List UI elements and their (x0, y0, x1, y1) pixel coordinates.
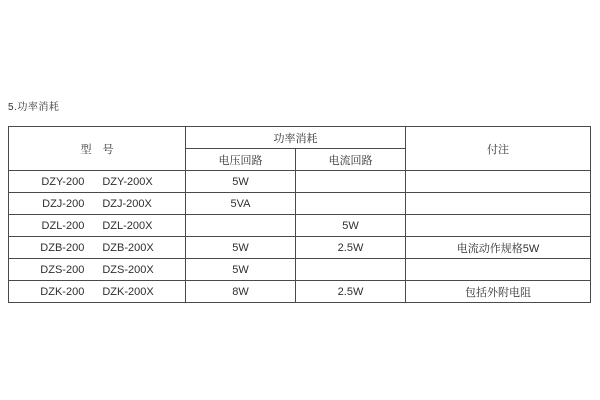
current-cell: 2.5W (296, 237, 406, 259)
col-header-voltage-circuit: 电压回路 (186, 149, 296, 171)
model-name-x: DZS-200X (102, 263, 154, 276)
current-cell (296, 193, 406, 215)
voltage-cell: 5VA (186, 193, 296, 215)
col-header-notes: 付注 (406, 127, 591, 171)
note-cell (406, 193, 591, 215)
model-name: DZS-200 (40, 263, 85, 276)
header-row-1 (9, 127, 591, 149)
voltage-cell: 8W (186, 281, 296, 303)
note-cell: 包括外附电阻 (406, 281, 591, 303)
model-cell (9, 237, 186, 259)
table-row (9, 215, 591, 237)
table-row (9, 171, 591, 193)
current-cell (296, 259, 406, 281)
note-cell: 电流动作规格5W (406, 237, 591, 259)
model-name: DZL-200 (41, 219, 85, 232)
model-name: DZY-200 (41, 175, 85, 188)
current-cell: 2.5W (296, 281, 406, 303)
model-name-x: DZB-200X (102, 241, 154, 254)
model-cell (9, 215, 186, 237)
table-row (9, 259, 591, 281)
model-cell (9, 281, 186, 303)
table-row (9, 237, 591, 259)
voltage-cell: 5W (186, 171, 296, 193)
model-name: DZK-200 (40, 285, 85, 298)
power-consumption-table (8, 126, 591, 303)
note-cell (406, 215, 591, 237)
model-name: DZJ-200 (42, 197, 85, 210)
note-cell (406, 171, 591, 193)
voltage-cell: 5W (186, 259, 296, 281)
table-row (9, 193, 591, 215)
current-cell: 5W (296, 215, 406, 237)
table-row (9, 281, 591, 303)
model-name-x: DZK-200X (102, 285, 154, 298)
model-cell (9, 259, 186, 281)
model-name-x: DZL-200X (102, 219, 153, 232)
section-title: 5.功率消耗 (8, 102, 60, 113)
model-name-x: DZY-200X (102, 175, 153, 188)
model-name-x: DZJ-200X (102, 197, 152, 210)
col-header-model: 型 号 (9, 127, 186, 171)
current-cell (296, 171, 406, 193)
voltage-cell: 5W (186, 237, 296, 259)
model-cell (9, 193, 186, 215)
model-cell (9, 171, 186, 193)
model-name: DZB-200 (40, 241, 85, 254)
voltage-cell (186, 215, 296, 237)
col-header-current-circuit: 电流回路 (296, 149, 406, 171)
col-header-power: 功率消耗 (186, 127, 406, 149)
note-cell (406, 259, 591, 281)
